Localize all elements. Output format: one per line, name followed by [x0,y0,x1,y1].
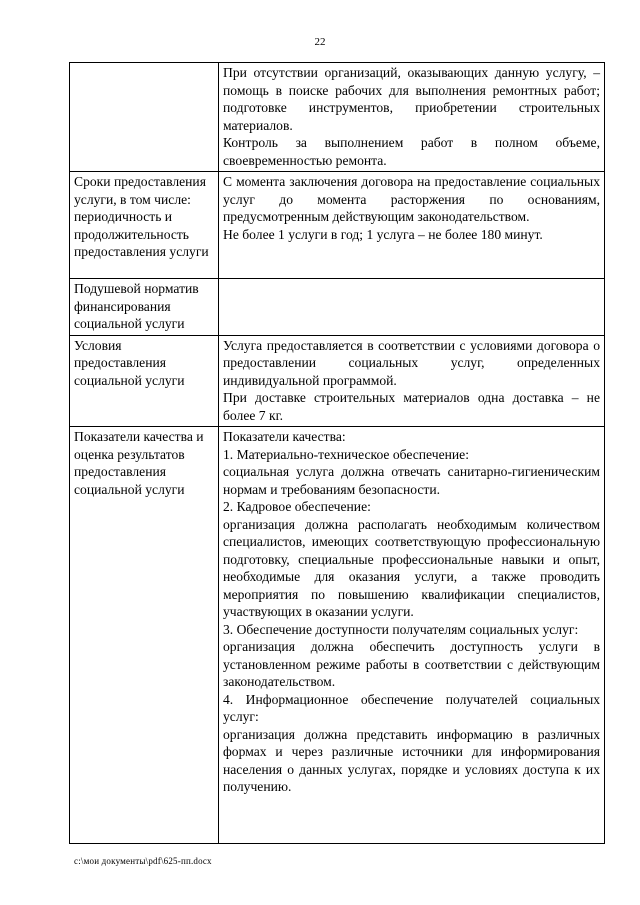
row-label-cell [70,172,219,279]
service-table [69,62,605,844]
table-row [70,427,605,844]
page-number: 22 [314,36,326,48]
row-label: Условия предоставления социальной услуги [74,337,185,388]
row-label-cell [70,279,219,336]
row-label-cell [70,427,219,844]
row-content-cell [219,63,605,172]
content-paragraph: Показатели качества: [223,429,346,444]
row-content-cell [219,335,605,427]
content-paragraph: организация должна представить информацию в различных формах и через различные источники для информирования населения о данных услугах, порядке и условиях доступа к их получению. [223,726,600,794]
content-paragraph: социальная услуга должна отвечать санитарно-гигиеническим нормам и требованиям безопасности. [223,464,600,497]
footer-file-path: c:\мои документы\pdf\625-пп.docx [74,856,212,866]
table-row [70,279,605,336]
content-paragraph: 2. Кадровое обеспечение: [223,499,371,514]
content-paragraph: С момента заключения договора на предоставление социальных услуг до момента расторжения по основаниям, предусмотренным действующим законодательством. [223,174,600,224]
row-label: Сроки предоставления услуги, в том числе: периодичность и продолжительность предоставления услуги [74,174,209,259]
row-content-cell [219,279,605,336]
content-paragraph: 4. Информационное обеспечение получателей социальных услуг: [223,691,600,724]
table-row [70,335,605,427]
row-label-cell [70,63,219,172]
content-paragraph: организация должна располагать необходимым количеством специалистов, имеющих соответствующую профессиональную подготовку, специальные профессиональные навыки и опыт, необходимые для оказания услуги, а также проводить мероприятия по повышению квалификации специалистов, участвующих в оказании услуги. [223,516,600,619]
content-paragraph: 3. Обеспечение доступности получателям социальных услуг: [223,621,579,637]
content-paragraph: 1. Материально-техническое обеспечение: [223,446,469,462]
row-label-cell [70,335,219,427]
table-row [70,172,605,279]
table-row [70,63,605,172]
row-label: Показатели качества и оценка результатов предоставления социальной услуги [74,429,204,497]
content-paragraph: Услуга предоставляется в соответствии с условиями договора о предоставлении социальных услуг, определенных индивидуальной программой. [223,337,600,388]
content-paragraph: Не более 1 услуги в год; 1 услуга – не более 180 минут. [223,226,543,242]
row-content-cell [219,172,605,279]
content-paragraph: Контроль за выполнением работ в полном объеме, своевременностью ремонта. [223,135,600,168]
content-paragraph: При доставке строительных материалов одна доставка – не более 7 кг. [223,390,600,423]
row-label: Подушевой норматив финансирования социальной услуги [74,281,199,331]
row-content-cell [219,427,605,844]
content-paragraph: организация должна обеспечить доступность услуги в установленном режиме работы в соответствии с действующим законодательством. [223,639,600,689]
content-paragraph: При отсутствии организаций, оказывающих данную услугу, – помощь в поиске рабочих для выполнения ремонтных работ; подготовке инструментов, приобретении строительных материалов. [223,65,600,133]
